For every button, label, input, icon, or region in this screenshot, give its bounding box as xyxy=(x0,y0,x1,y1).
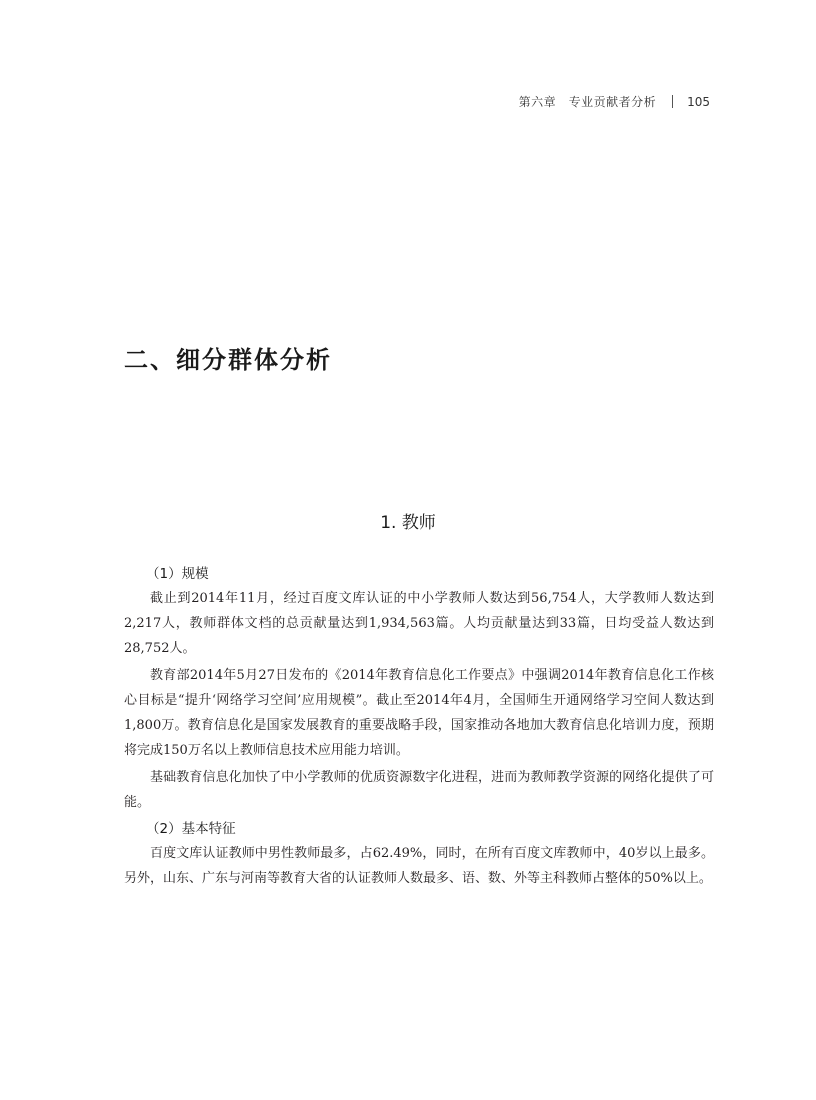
page-number: 105 xyxy=(687,94,710,109)
header-divider xyxy=(672,95,673,108)
subsection-title: 1. 教师 xyxy=(380,513,436,533)
paragraph: 教育部2014年5月27日发布的《2014年教育信息化工作要点》中强调2014年教育信息化工作核心目标是“提升‘网络学习空间’应用规模”。截止至2014年4月，全国师生开通网络学习空间人数达到1,800万。教育信息化是国家发展教育的重要战略手段，国家推动各地加大教育信息化培训力度，预期将完成150万名以上教师信息技术应用能力培训。 xyxy=(124,668,714,758)
paragraph: 百度文库认证教师中男性教师最多，占62.49%，同时，在所有百度文库教师中，40岁以上最多。另外，山东、广东与河南等教育大省的认证教师人数最多、语、数、外等主科教师占整体的50%以上。 xyxy=(124,846,714,886)
paragraph: 截止到2014年11月，经过百度文库认证的中小学教师人数达到56,754人，大学教师人数达到2,217人，教师群体文档的总贡献量达到1,934,563篇。人均贡献量达到33篇，日均受益人数达到28,752人。 xyxy=(124,591,714,656)
chapter-title: 第六章 专业贡献者分析 xyxy=(518,95,657,109)
section-title: 二、细分群体分析 xyxy=(124,345,332,374)
features-heading: （2）基本特征 xyxy=(146,821,236,837)
scale-heading: （1）规模 xyxy=(146,566,209,582)
body-text xyxy=(124,562,714,893)
paragraph: 基础教育信息化加快了中小学教师的优质资源数字化进程，进而为教师教学资源的网络化提供了可能。 xyxy=(124,770,714,810)
running-header xyxy=(519,93,710,110)
